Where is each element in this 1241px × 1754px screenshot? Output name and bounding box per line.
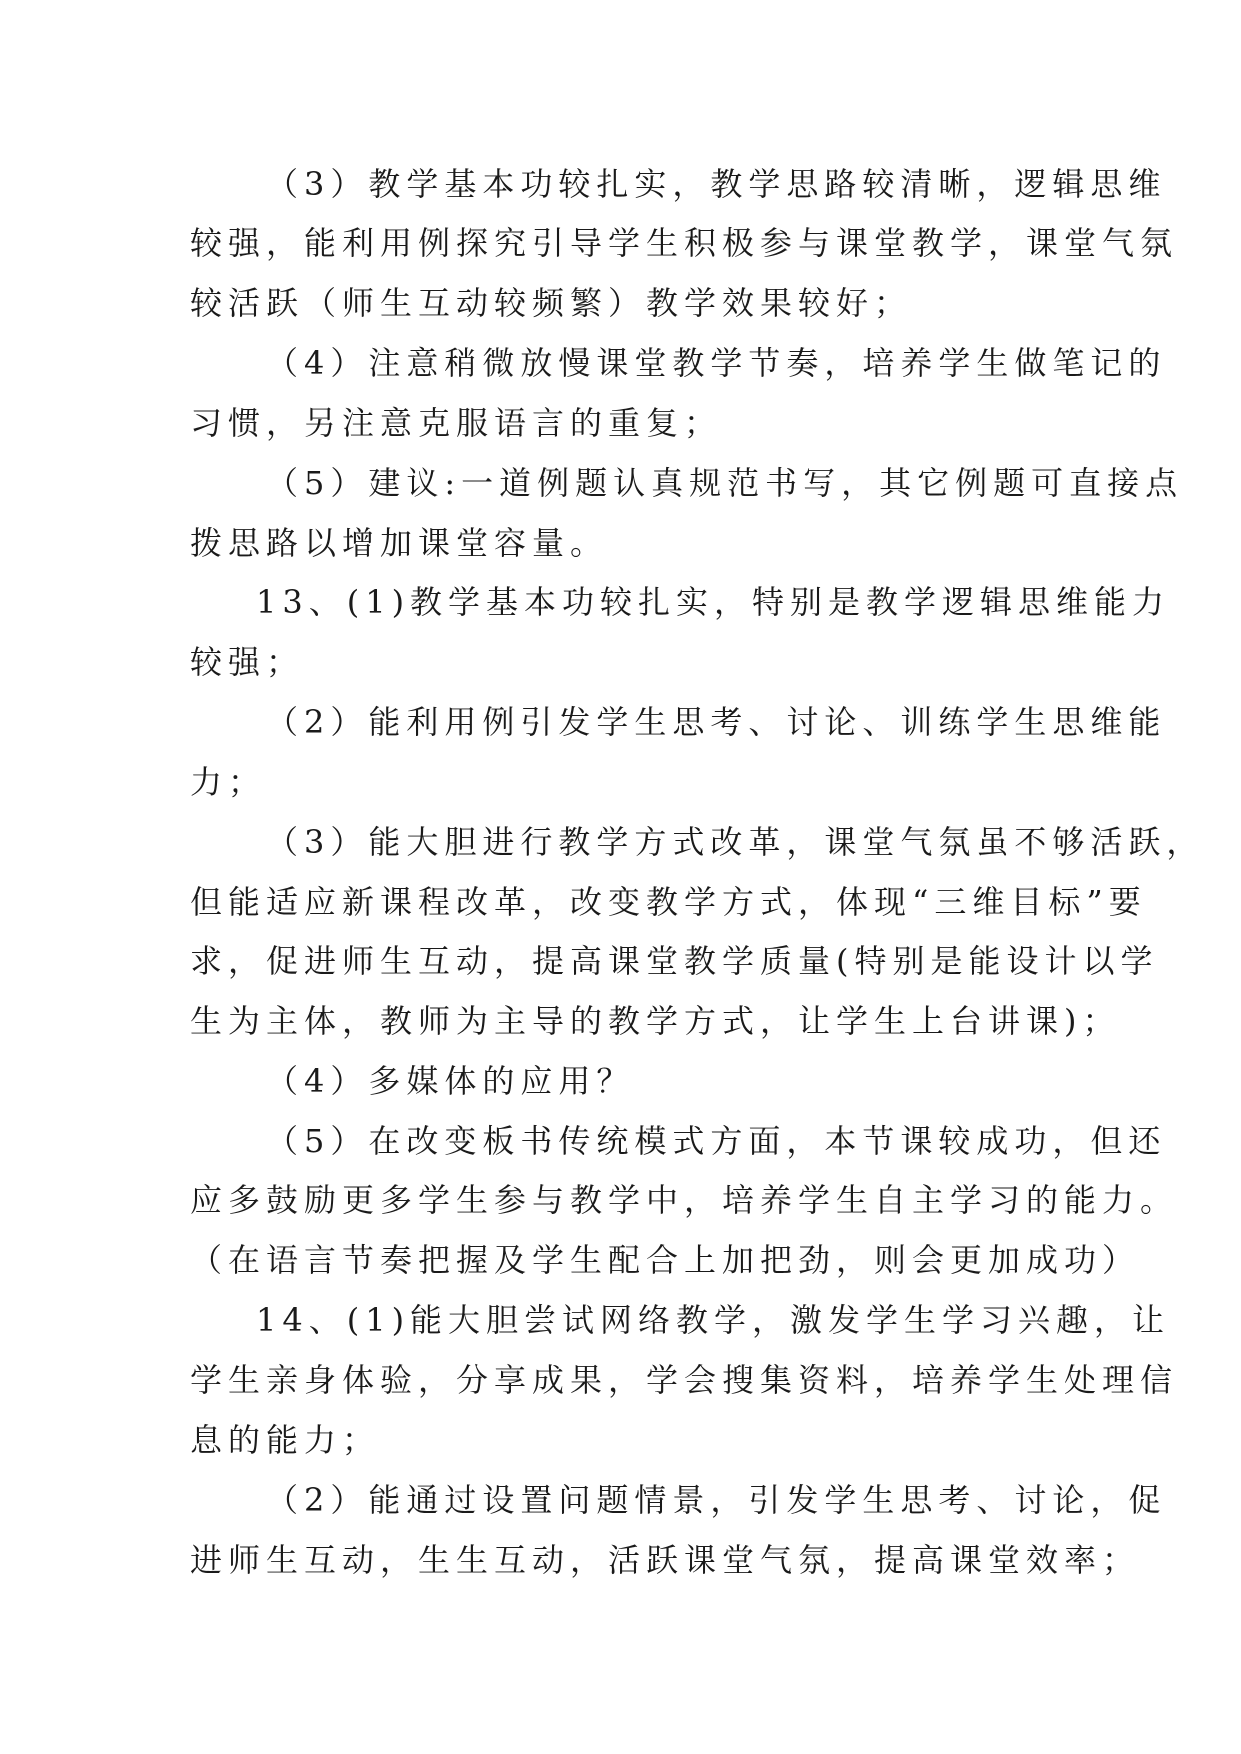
text-line: 力； bbox=[190, 763, 267, 801]
text-line: 较强； bbox=[190, 643, 305, 681]
text-line: （4）注意稍微放慢课堂教学节奏，培养学生做笔记的 bbox=[266, 344, 1167, 382]
text-line: （3）能大胆进行教学方式改革，课堂气氛虽不够活跃， bbox=[266, 823, 1205, 861]
text-line: （在语言节奏把握及学生配合上加把劲，则会更加成功） bbox=[190, 1241, 1141, 1279]
text-line: （2）能利用例引发学生思考、讨论、训练学生思维能 bbox=[266, 703, 1167, 741]
text-line: （5）在改变板书传统模式方面，本节课较成功，但还 bbox=[266, 1122, 1167, 1160]
text-line: 应多鼓励更多学生参与教学中，培养学生自主学习的能力。 bbox=[190, 1181, 1179, 1219]
text-line: 进师生互动，生生互动，活跃课堂气氛，提高课堂效率； bbox=[190, 1541, 1141, 1579]
text-line: 生为主体，教师为主导的教学方式，让学生上台讲课)； bbox=[190, 1002, 1121, 1040]
text-line: 习惯，另注意克服语言的重复； bbox=[190, 404, 723, 442]
text-line: 学生亲身体验，分享成果，学会搜集资料，培养学生处理信 bbox=[190, 1361, 1179, 1399]
text-line: 13、(1)教学基本功较扎实，特别是教学逻辑思维能力 bbox=[256, 583, 1171, 621]
text-line: 但能适应新课程改革，改变教学方式，体现“三维目标”要 bbox=[190, 883, 1147, 921]
text-line: （5）建议:一道例题认真规范书写，其它例题可直接点 bbox=[266, 464, 1184, 502]
text-line: （4）多媒体的应用？ bbox=[266, 1062, 635, 1100]
text-line: 14、(1)能大胆尝试网络教学，激发学生学习兴趣，让 bbox=[256, 1301, 1171, 1339]
text-line: 较活跃（师生互动较频繁）教学效果较好； bbox=[190, 284, 913, 322]
text-line: 较强，能利用例探究引导学生积极参与课堂教学，课堂气氛 bbox=[190, 224, 1179, 262]
text-line: （2）能通过设置问题情景，引发学生思考、讨论，促 bbox=[266, 1481, 1167, 1519]
text-line: 息的能力； bbox=[190, 1421, 381, 1459]
text-line: 求，促进师生互动，提高课堂教学质量(特别是能设计以学 bbox=[190, 942, 1159, 980]
text-line: （3）教学基本功较扎实，教学思路较清晰，逻辑思维 bbox=[266, 165, 1167, 203]
text-line: 拨思路以增加课堂容量。 bbox=[190, 524, 609, 562]
